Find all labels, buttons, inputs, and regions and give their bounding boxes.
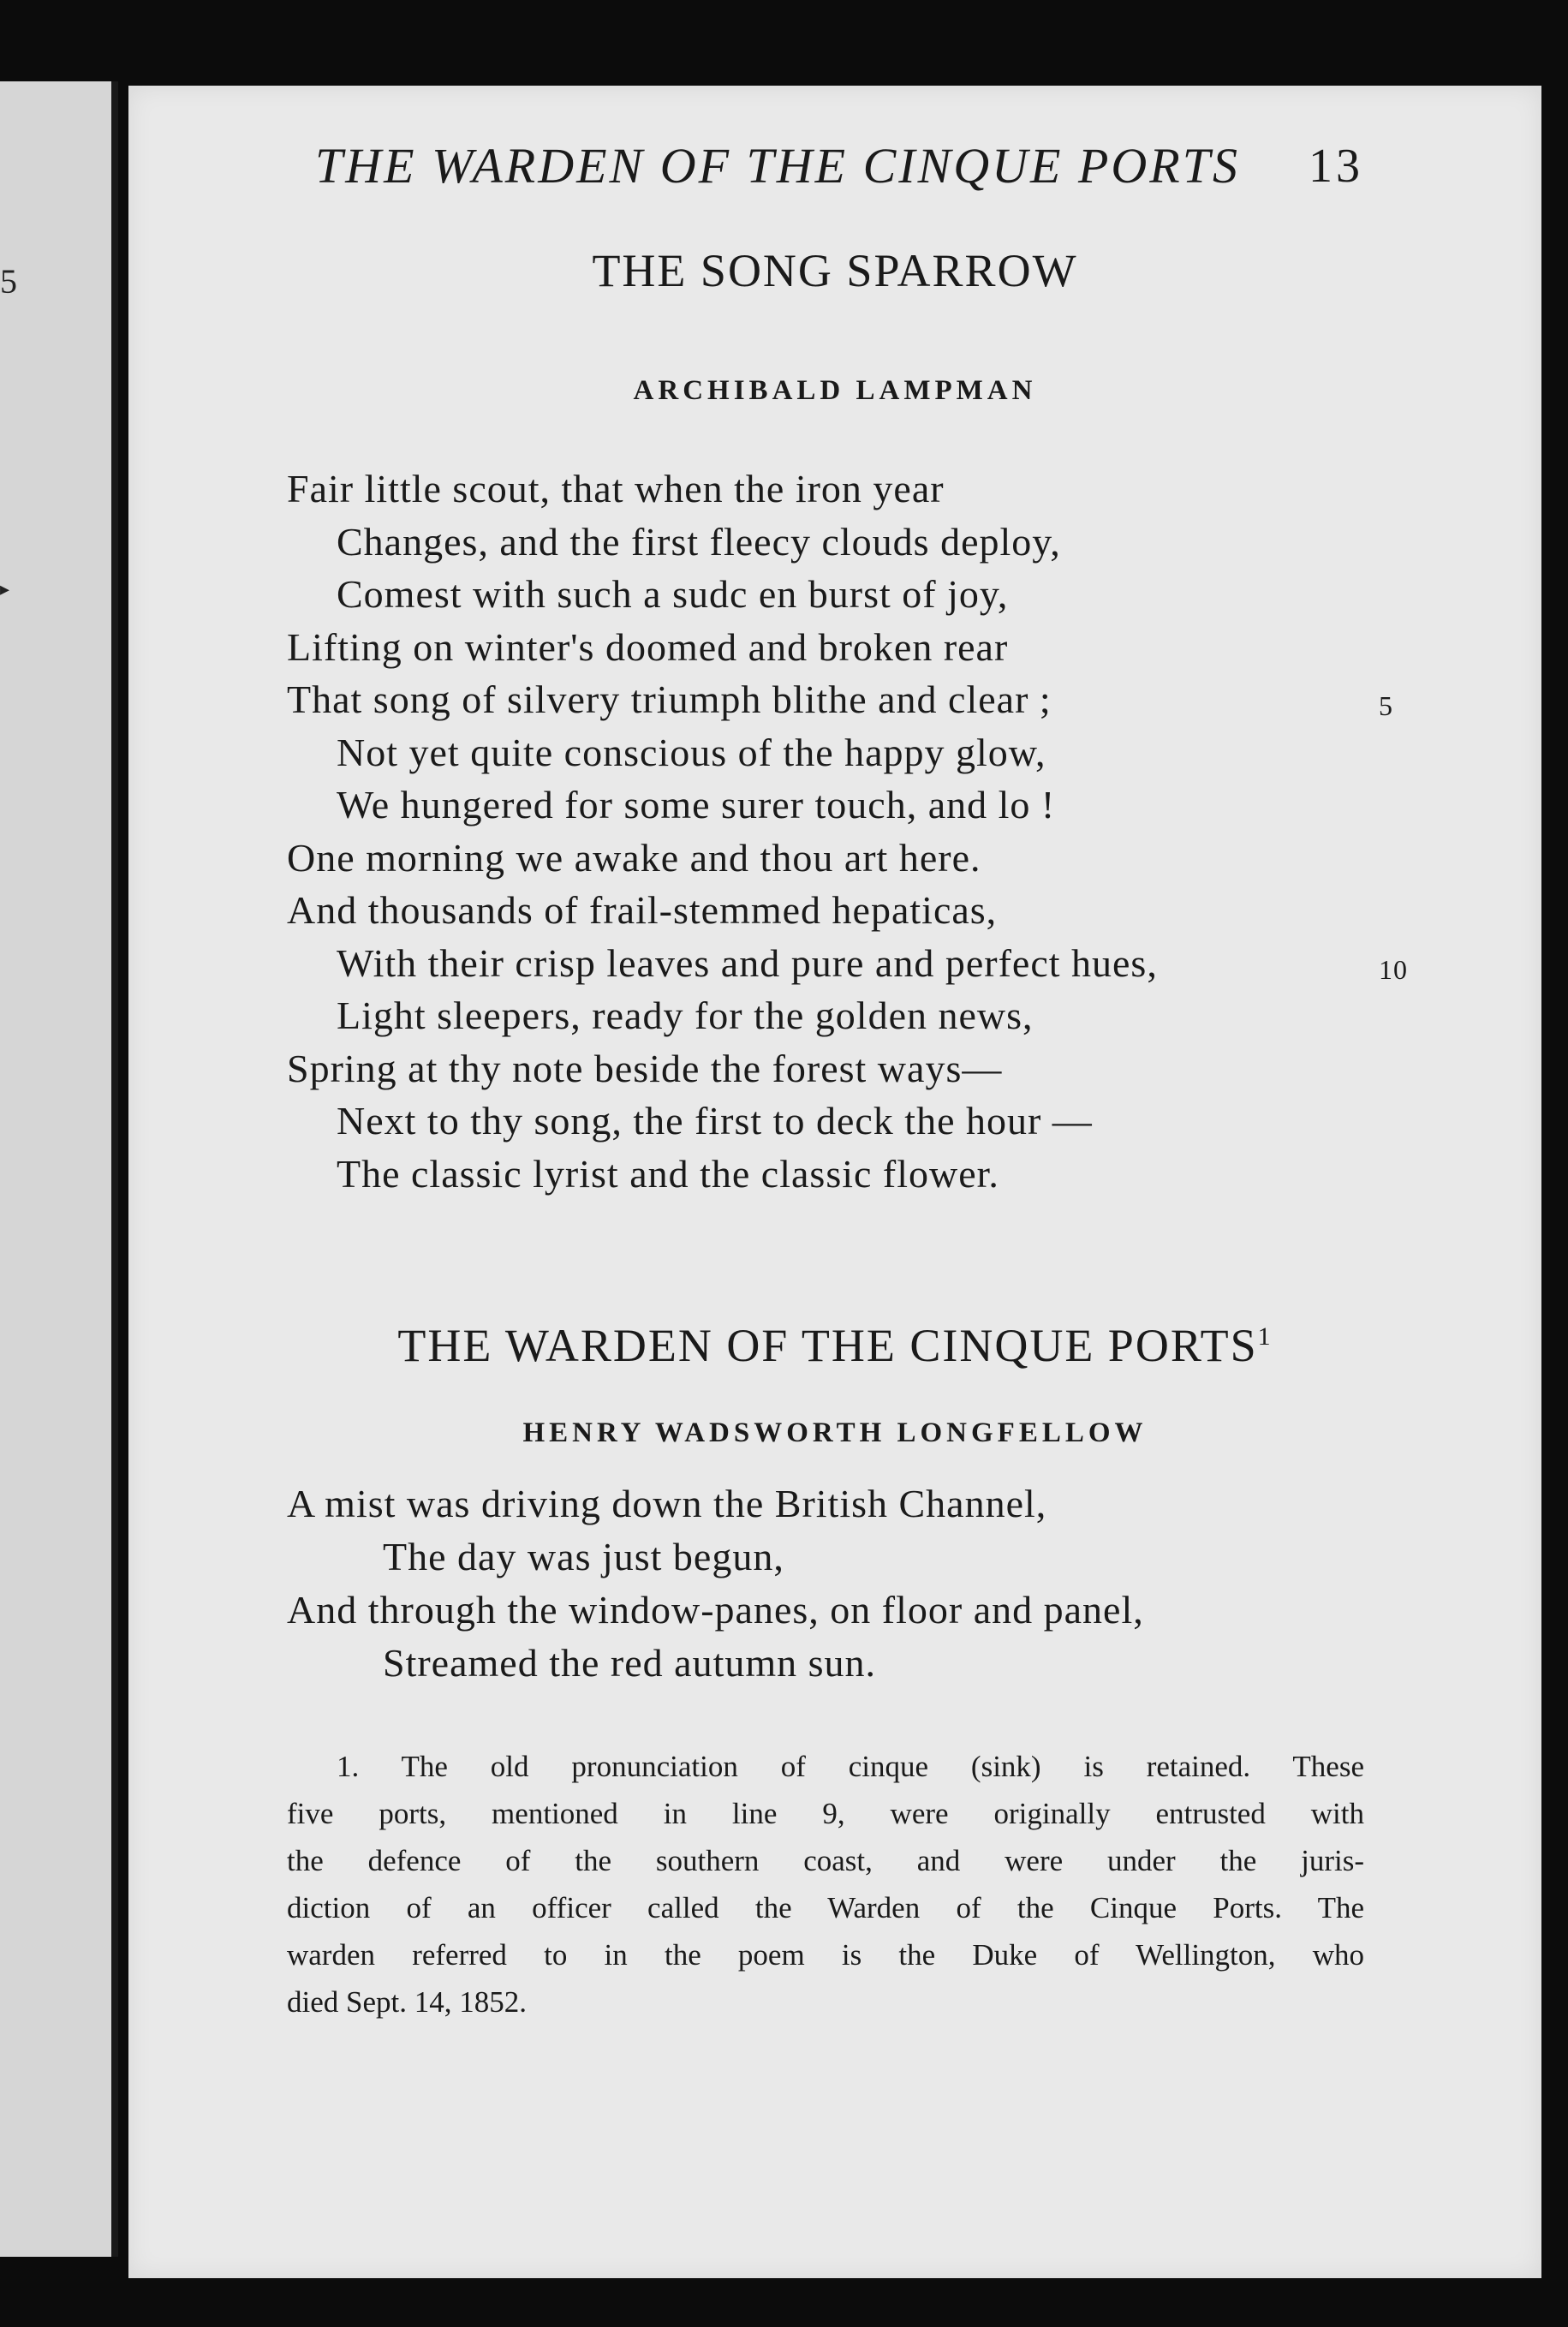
poem-title-text: THE WARDEN OF THE CINQUE PORTS [397,1320,1258,1371]
book-page [128,86,1541,2278]
left-page-mark: ▸ [0,578,10,600]
poem-line: We hungered for some surer touch, and lo ! [337,783,1056,826]
footnote-reference: 1 [1257,1322,1273,1351]
poem-line: Comest with such a sudc en burst of joy, [337,572,1009,616]
poem-line: And through the window-panes, on floor and panel, [287,1588,1144,1632]
poem-line: Next to thy song, the first to deck the hour — [337,1099,1093,1143]
footnote-line: diction of an officer called the Warden of the Cinque Ports. The [287,1891,1364,1924]
poem-stanza-song-sparrow [287,462,1408,1200]
poem-line: One morning we awake and thou art here. [287,835,981,880]
page-number: 13 [1309,140,1363,193]
line-number: 10 [1379,953,1408,985]
poem-line: Lifting on winter's doomed and broken rear [287,624,1009,669]
poem-line: The classic lyrist and the classic flower. [337,1151,999,1196]
poem-line: Fair little scout, that when the iron year [287,467,945,510]
poem-line: Streamed the red autumn sun. [383,1641,877,1685]
left-page-edge [0,81,118,2257]
poem-stanza-warden [287,1477,1400,1690]
poem-author-lampman: ARCHIBALD LAMPMAN [633,375,1037,406]
poem-line-text: With their crisp leaves and pure and perfect hues, [337,940,1158,985]
footnote-line: 1. The old pronunciation of cinque (sink) is retained. These [337,1750,1364,1783]
poem-author-longfellow: HENRY WADSWORTH LONGFELLOW [522,1417,1148,1448]
footnote-line: five ports, mentioned in line 9, were originally entrusted with [287,1797,1364,1830]
line-number: 5 [1379,690,1393,721]
left-page-mark: 5 [0,262,17,301]
poem-title-warden [128,1319,1541,1372]
poem-line: Changes, and the first fleecy clouds deploy, [337,519,1061,564]
footnote-line: the defence of the southern coast, and were under the juris- [287,1844,1364,1877]
running-title: THE WARDEN OF THE CINQUE PORTS [315,138,1240,194]
poem-line: The day was just begun, [383,1535,784,1578]
poem-line: And thousands of frail-stemmed hepaticas, [287,888,998,932]
poem-line [287,937,1408,990]
footnote [287,1743,1364,2026]
poem-title-song-sparrow: THE SONG SPARROW [592,245,1078,296]
footnote-line: warden referred to in the poem is the Duke of Wellington, who [287,1938,1364,1972]
poem-line [287,673,1400,726]
poem-line: A mist was driving down the British Channel, [287,1482,1047,1525]
poem-line-text: That song of silvery triumph blithe and clear ; [287,677,1052,721]
poem-line: Spring at thy note beside the forest ways— [287,1046,1003,1090]
poem-line: Not yet quite conscious of the happy glow, [337,730,1046,774]
poem-line: Light sleepers, ready for the golden news, [337,993,1034,1037]
footnote-line: died Sept. 14, 1852. [287,1985,527,2019]
